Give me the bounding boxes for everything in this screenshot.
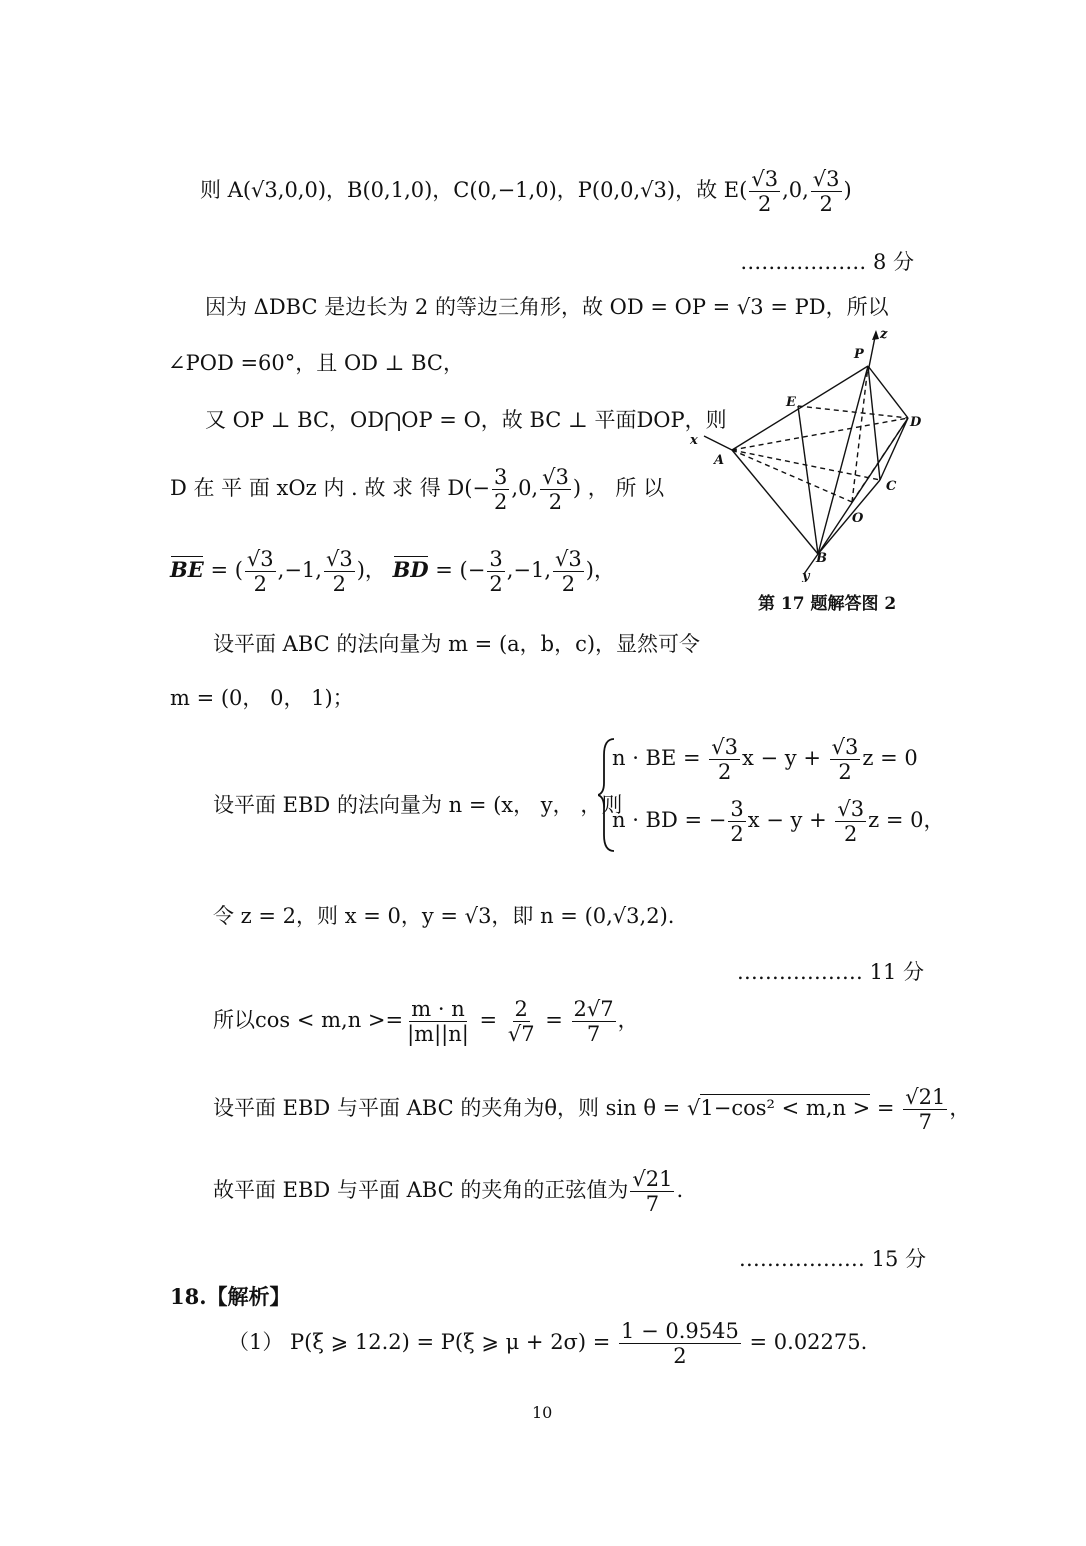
d-coord-line: D 在 平 面 xOz 内 . 故 求 得 D(− $\frac{3}{2}$ ,0, $\frac{√3}{2}$ ) ， 所 以 [170, 465, 665, 515]
label-A: A [714, 453, 725, 468]
score-8: ……………… 8 分 [740, 250, 914, 274]
page-number: 10 [532, 1403, 553, 1422]
conclusion-line: 故平面 EBD 与平面 ABC 的夹角的正弦值为 $\frac{√21}{7}$ . [213, 1167, 684, 1217]
label-O: O [852, 511, 864, 526]
perp-line: 又 OP ⊥ BC，OD⋂OP = O，故 BC ⊥ 平面DOP，则 [205, 408, 727, 432]
coords-line: 则 A(√3,0,0)，B(0,1,0)，C(0,−1,0)，P(0,0,√3)，故 E( $\frac{√3}{2}$ ,0, $\frac{√3}{2}$ ) [200, 167, 852, 217]
n-normal-line: 设平面 EBD 的法向量为 n = (x， y， ，则 [213, 793, 623, 817]
label-P: P [854, 347, 864, 362]
dbc-line: 因为 ΔDBC 是边长为 2 的等边三角形，故 OD = OP = √3 = PD，所以 [205, 295, 889, 319]
sin-line: 设平面 EBD 与平面 ABC 的夹角为θ，则 sin θ = √1−cos² < m,n > = $\frac{√21}{7}$ ， [213, 1085, 971, 1135]
label-y: y [802, 569, 810, 582]
q18-heading: 18.【解析】 [170, 1284, 291, 1309]
score-11: ……………… 11 分 [736, 960, 924, 984]
let-z-line: 令 z = 2，则 x = 0，y = √3，即 n = (0,√3,2). [213, 904, 675, 928]
figure-caption: 第 17 题解答图 2 [758, 594, 897, 614]
label-C: C [886, 479, 897, 494]
pyramid-figure [680, 322, 940, 582]
label-B: B [816, 551, 827, 566]
vector-line: BE = ( $\frac{√3}{2}$ ,−1, $\frac{√3}{2}$ )， BD = (− $\frac{3}{2}$ ,−1, $\frac{√3}{2}$ )， [170, 547, 615, 597]
x-axis [704, 436, 732, 450]
m-value-line: m = (0， 0， 1)； [170, 686, 354, 710]
score-15: ……………… 15 分 [738, 1247, 926, 1271]
m-normal-line: 设平面 ABC 的法向量为 m = (a，b，c)，显然可令 [213, 632, 701, 656]
system-eq-2: n · BD = − $\frac{3}{2}$ x − y + $\frac{√3}{2}$ z = 0， [612, 797, 945, 847]
cos-line: 所以cos < m,n >= $\frac{m \cdot n}{|m||n|}$ = $\frac{2}{√7}$ = $\frac{2√7}{7}$ ， [213, 997, 639, 1047]
label-D: D [910, 415, 922, 430]
q18-part1: （1） P(ξ ⩾ 12.2) = P(ξ ⩾ μ + 2σ) = $\frac{1 - 0.9545}{2}$ = 0.02275. [228, 1319, 868, 1369]
label-x: x [690, 433, 698, 448]
angle-line: ∠POD =60°，且 OD ⊥ BC， [168, 351, 464, 375]
label-E: E [786, 395, 796, 410]
label-z: z [880, 327, 888, 342]
system-eq-1: n · BE = $\frac{√3}{2}$ x − y + $\frac{√3}{2}$ z = 0 [612, 735, 918, 785]
